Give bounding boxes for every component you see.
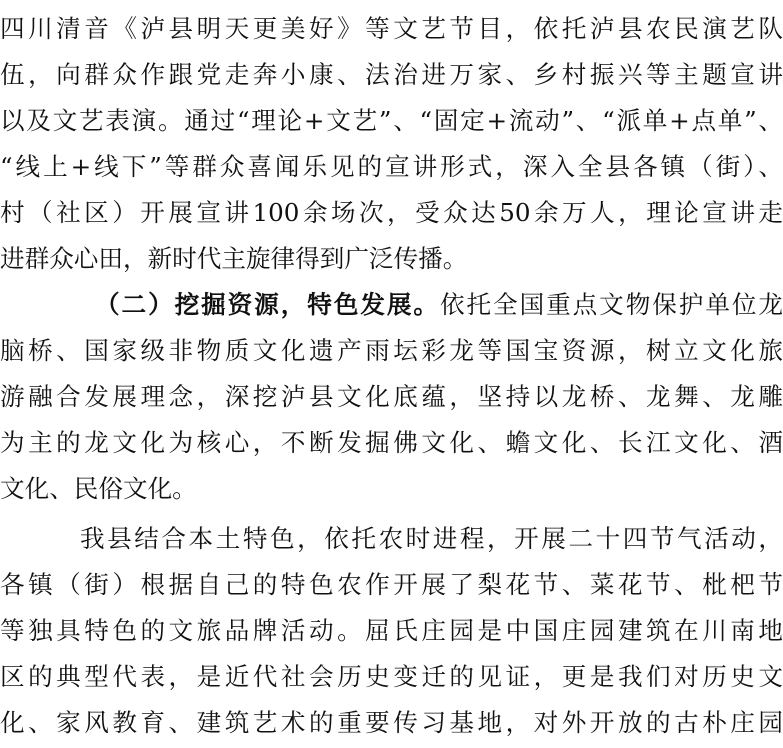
text-line: 为主的龙文化为核心，不断发掘佛文化、蟾文化、长江文化、酒 xyxy=(0,428,783,457)
text-line: 伍，向群众作跟党走奔小康、法治进万家、乡村振兴等主题宣讲 xyxy=(0,60,783,89)
text-line: “线上+线下”等群众喜闻乐见的宣讲形式，深入全县各镇（街）、 xyxy=(0,152,783,181)
section-heading: （二）挖掘资源，特色发展。 xyxy=(95,290,440,319)
text-line: 村（社区）开展宣讲100余场次，受众达50余万人，理论宣讲走 xyxy=(0,198,783,227)
text-line: 化、家风教育、建筑艺术的重要传习基地，对外开放的古朴庄园 xyxy=(0,708,783,737)
text-line: 文化、民俗文化。 xyxy=(0,474,197,503)
text-line: 游融合发展理念，深挖泸县文化底蕴，坚持以龙桥、龙舞、龙雕 xyxy=(0,382,783,411)
text-line: 脑桥、国家级非物质文化遗产雨坛彩龙等国宝资源，树立文化旅 xyxy=(0,336,783,365)
text-line: 各镇（街）根据自己的特色农作开展了梨花节、菜花节、枇杷节 xyxy=(0,570,783,599)
paragraph-first-line xyxy=(95,282,783,328)
text-line: 以及文艺表演。通过“理论+文艺”、“固定+流动”、“派单+点单”、 xyxy=(0,106,783,135)
text-line: 等独具特色的文旅品牌活动。屈氏庄园是中国庄园建筑在川南地 xyxy=(0,616,783,645)
text-line: 进群众心田，新时代主旋律得到广泛传播。 xyxy=(0,244,468,273)
text-line: 四川清音《泸县明天更美好》等文艺节目，依托泸县农民演艺队 xyxy=(0,14,783,43)
text-line: 区的典型代表，是近代社会历史变迁的见证，更是我们对历史文 xyxy=(0,662,783,691)
text-span: 依托全国重点文物保护单位龙 xyxy=(439,290,783,319)
paragraph-first-line: 我县结合本土特色，依托农时进程，开展二十四节气活动， xyxy=(80,524,783,553)
